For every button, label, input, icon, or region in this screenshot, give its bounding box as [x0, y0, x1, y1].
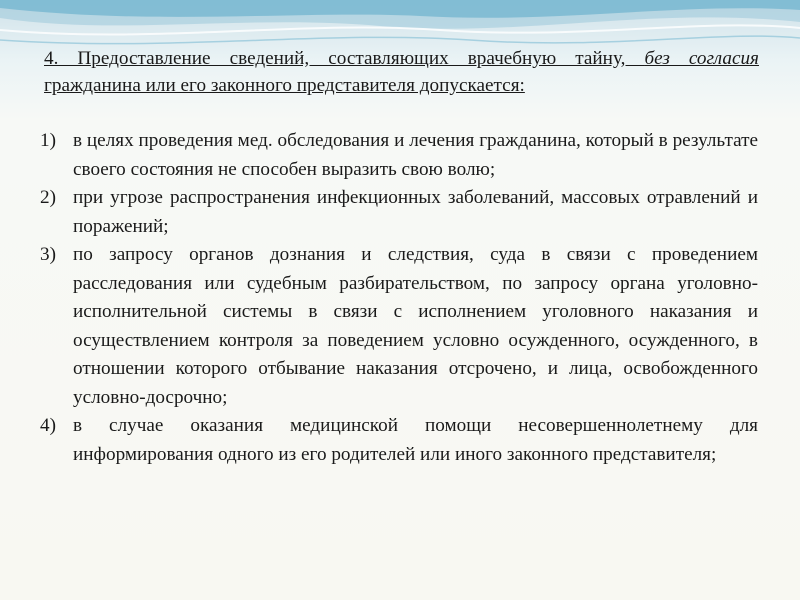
item-number: 2) [40, 187, 56, 208]
conditions-list [40, 127, 758, 469]
item-text: по запросу органов дознания и следствия, суда в связи с проведением расследования или судебным разбирательством, по запросу органа уголовно-исполнительной системы в связи с исполнением уголовного наказания и осуществлением контроля за поведением условно осужденного, осужденного, в отношении которого отбывание наказания отсрочено, и лица, освобожденного условно-досрочно; [73, 244, 758, 408]
item-text: при угрозе распространения инфекционных заболеваний, массовых отравлений и поражений; [73, 187, 758, 237]
item-text: в целях проведения мед. обследования и лечения гражданина, который в результате своего состояния не способен выразить свою волю; [73, 130, 758, 180]
list-item [40, 184, 758, 241]
list-item [40, 241, 758, 412]
list-item [40, 412, 758, 469]
list-item [40, 127, 758, 184]
heading-emphasis: без согласия [644, 48, 759, 69]
item-number: 1) [40, 130, 56, 151]
slide-heading [44, 45, 759, 99]
heading-lead: 4. Предоставление сведений, составляющих врачебную тайну, [44, 48, 645, 69]
item-number: 4) [40, 415, 56, 436]
heading-rest: гражданина или его законного представителя допускается: [44, 75, 525, 96]
item-text: в случае оказания медицинской помощи несовершеннолетнему для информирования одного из его родителей или иного законного представителя; [73, 415, 758, 465]
item-number: 3) [40, 244, 56, 265]
